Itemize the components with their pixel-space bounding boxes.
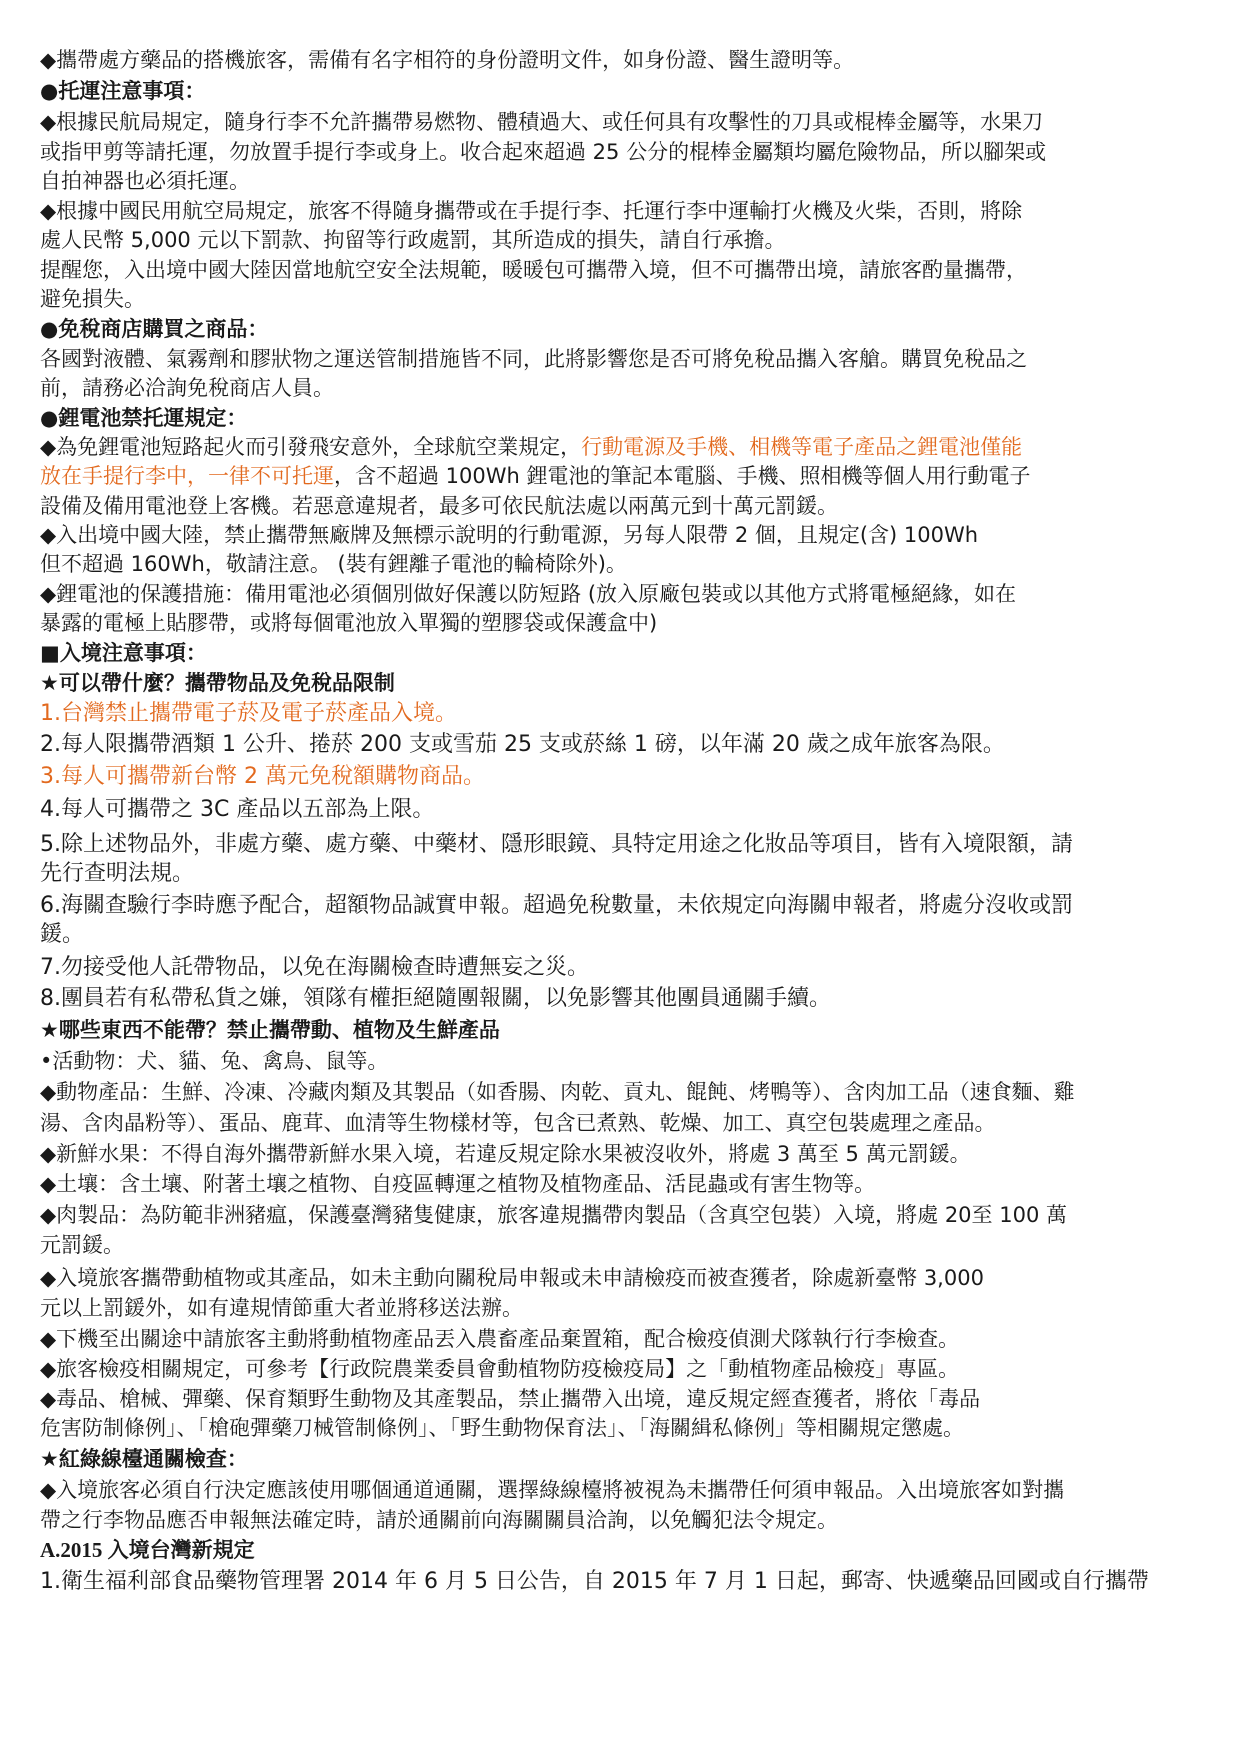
- list-item: 7.勿接受他人託帶物品，以免在海關檢查時遭無妄之災。: [40, 955, 589, 980]
- text-line: ◆鋰電池的保護措施：備用電池必須個別做好保護以防短路 (放入原廠包裝或以其他方式將電極絕緣，如在: [40, 582, 1017, 606]
- text-segment: ◆為免鋰電池短路起火而引發飛安意外，全球航空業規定，: [40, 435, 582, 459]
- text-line: 但不超過 160Wh，敬請注意。 (裝有鋰離子電池的輪椅除外)。: [40, 552, 627, 576]
- text-line: 或指甲剪等請托運，勿放置手提行李或身上。收合起來超過 25 公分的棍棒金屬類均屬危險物品，所以腳架或: [40, 140, 1047, 164]
- list-item: 6.海關查驗行李時應予配合，超額物品誠實申報。超過免稅數量，未依規定向海關申報者，將處分沒收或罰: [40, 893, 1073, 918]
- text-line: 元以上罰鍰外，如有違規情節重大者並將移送法辦。: [40, 1296, 523, 1320]
- section-heading-checked-baggage: ●托運注意事項：: [40, 79, 206, 103]
- text-line-mixed: [40, 461, 1031, 492]
- text-line: ◆攜帶處方藥品的搭機旅客，需備有名字相符的身份證明文件，如身份證、醫生證明等。: [40, 48, 855, 72]
- list-item: 4.每人可攜帶之 3C 產品以五部為上限。: [40, 797, 435, 822]
- text-line: ◆入境旅客必須自行決定應該使用哪個通道通關，選擇綠線檯將被視為未攜帶任何須申報品。入出境旅客如對攜: [40, 1478, 1065, 1502]
- text-line: 湯、含肉晶粉等）、蛋品、鹿茸、血清等生物樣材等，包含已煮熟、乾燥、加工、真空包裝處理之產品。: [40, 1111, 996, 1135]
- list-item-cont: 鍰。: [40, 922, 85, 947]
- text-line: 避免損失。: [40, 287, 145, 311]
- text-line: 危害防制條例」、「槍砲彈藥刀械管制條例」、「野生動物保育法」、「海關緝私條例」等相關規定懲處。: [40, 1416, 964, 1440]
- text-line: 前，請務必洽詢免稅商店人員。: [40, 376, 334, 400]
- text-line: ◆土壤：含土壤、附著土壤之植物、自疫區轉運之植物及植物產品、活昆蟲或有害生物等。: [40, 1172, 876, 1196]
- text-line: 1.衛生福利部食品藥物管理署 2014 年 6 月 5 日公告，自 2015 年 7 月 1 日起，郵寄、快遞藥品回國或自行攜帶: [40, 1569, 1149, 1594]
- text-line: ◆下機至出關途中請旅客主動將動植物產品丟入農畜產品棄置箱，配合檢疫偵測犬隊執行行李檢查。: [40, 1327, 960, 1351]
- text-line: 處人民幣 5,000 元以下罰款、拘留等行政處罰，其所造成的損失，請自行承擔。: [40, 228, 786, 252]
- text-line: ◆入境旅客攜帶動植物或其產品，如未主動向關稅局申報或未申請檢疫而被查獲者，除處新臺幣 3,000: [40, 1266, 984, 1290]
- section-heading-2015-rules: A.2015 入境台灣新規定: [40, 1538, 255, 1562]
- text-line: ◆肉製品：為防範非洲豬瘟，保護臺灣豬隻健康，旅客違規攜帶肉製品（含真空包裝）入境，將處 20至 100 萬: [40, 1203, 1067, 1227]
- highlight-line: 1.台灣禁止攜帶電子菸及電子菸產品入境。: [40, 701, 457, 726]
- text-line-mixed: [40, 432, 1022, 463]
- list-item-cont: 先行查明法規。: [40, 861, 195, 886]
- text-line: ◆毒品、槍械、彈藥、保育類野生動物及其產製品，禁止攜帶入出境，違反規定經查獲者，將依「毒品: [40, 1387, 981, 1411]
- text-segment: ，含不超過 100Wh 鋰電池的筆記本電腦、手機、照相機等個人用行動電子: [334, 464, 1031, 488]
- subheading-customs-lanes: ★紅綠線檯通關檢查：: [40, 1447, 248, 1471]
- text-line: ◆新鮮水果：不得自海外攜帶新鮮水果入境，若違反規定除水果被沒收外，將處 3 萬至 5 萬元罰鍰。: [40, 1142, 971, 1166]
- section-heading-lithium-battery: ●鋰電池禁托運規定：: [40, 406, 248, 430]
- text-line: 元罰鍰。: [40, 1233, 124, 1257]
- text-line: 提醒您，入出境中國大陸因當地航空安全法規範，暖暖包可攜帶入境，但不可攜帶出境，請旅客酌量攜帶，: [40, 258, 1027, 282]
- text-line: 各國對液體、氣霧劑和膠狀物之運送管制措施皆不同，此將影響您是否可將免稅品攜入客艙。購買免稅品之: [40, 347, 1027, 371]
- list-item: 2.每人限攜帶酒類 1 公升、捲菸 200 支或雪茄 25 支或菸絲 1 磅，以年滿 20 歲之成年旅客為限。: [40, 732, 1005, 757]
- list-item: 8.團員若有私帶私貨之嫌，領隊有權拒絕隨團報關，以免影響其他團員通關手續。: [40, 986, 831, 1011]
- highlight-text: 行動電源及手機、相機等電子產品之鋰電池僅能: [581, 435, 1023, 459]
- text-line: 帶之行李物品應否申報無法確定時，請於通關前向海關關員洽詢，以免觸犯法令規定。: [40, 1508, 838, 1532]
- text-line: ◆根據中國民用航空局規定，旅客不得隨身攜帶或在手提行李、托運行李中運輸打火機及火柴，否則，將除: [40, 199, 1023, 223]
- text-line: ◆入出境中國大陸，禁止攜帶無廠牌及無標示說明的行動電源，另每人限帶 2 個，且規定(含) 100Wh: [40, 523, 979, 547]
- text-line: ◆根據民航局規定，隨身行李不允許攜帶易燃物、體積過大、或任何具有攻擊性的刀具或棍棒金屬等，水果刀: [40, 110, 1044, 134]
- text-line: •活動物：犬、貓、兔、禽鳥、鼠等。: [40, 1049, 389, 1073]
- highlight-line: 3.每人可攜帶新台幣 2 萬元免稅額購物商品。: [40, 764, 485, 789]
- text-line: ◆動物產品：生鮮、冷凍、冷藏肉類及其製品（如香腸、肉乾、貢丸、餛飩、烤鴨等）、含肉加工品（速食麵、雞: [40, 1080, 1075, 1104]
- subheading-prohibited-items: ★哪些東西不能帶？禁止攜帶動、植物及生鮮產品: [40, 1018, 500, 1042]
- text-line: 暴露的電極上貼膠帶，或將每個電池放入單獨的塑膠袋或保護盒中): [40, 611, 658, 635]
- text-line: 自拍神器也必須托運。: [40, 169, 250, 193]
- subheading-allowed-items: ★可以帶什麼？攜帶物品及免稅品限制: [40, 671, 395, 695]
- section-heading-entry: ■入境注意事項：: [40, 641, 207, 665]
- section-heading-duty-free: ●免稅商店購買之商品：: [40, 317, 269, 341]
- list-item: 5.除上述物品外，非處方藥、處方藥、中藥材、隱形眼鏡、具特定用途之化妝品等項目，皆有入境限額，請: [40, 832, 1073, 857]
- highlight-text: 放在手提行李中，一律不可托運: [40, 464, 334, 488]
- text-line: 設備及備用電池登上客機。若惡意違規者，最多可依民航法處以兩萬元到十萬元罰鍰。: [40, 494, 838, 518]
- text-line: ◆旅客檢疫相關規定，可參考【行政院農業委員會動植物防疫檢疫局】之「動植物產品檢疫」專區。: [40, 1357, 960, 1381]
